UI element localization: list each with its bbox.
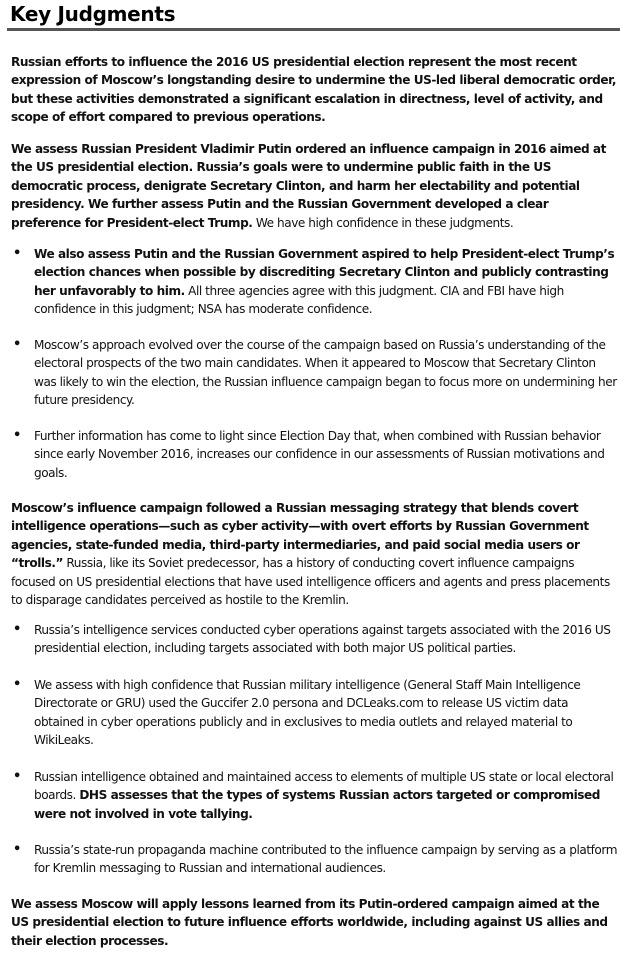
title-rule-divider	[7, 28, 620, 31]
bullet-normal-text: We assess with high confidence that Russian military intelligence (General Staff Main Intelligence Directorate or GRU) used the Guccifer 2.0 persona and DCLeaks.com to release US victim data obtained in cyber operations publicly and in exclusives to media outlets and relayed material to WikiLeaks.	[34, 678, 581, 748]
paragraph-normal-text: We have high confidence in these judgments.	[252, 215, 514, 230]
bullet-icon: •	[13, 246, 21, 261]
paragraph-bold-text: Moscow’s influence campaign followed a Russian messaging strategy that blends covert intelligence operations—such as cyber activity—with overt efforts by Russian Government agencies, state-funded media, third-party intermediaries, and paid social media users or “trolls.”	[11, 501, 589, 571]
paragraph-bold-text: Russian efforts to influence the 2016 US presidential election represent the most recent expression of Moscow’s longstanding desire to undermine the US-led liberal democratic order, but these activities demonstrated a significant escalation in directness, level of activity, and scope of effort compared to previous operations.	[11, 55, 616, 125]
bullet-bold-text: DHS assesses that the types of systems Russian actors targeted or compromised were not involved in vote tallying.	[34, 788, 600, 821]
paragraph-bold-text: We assess Moscow will apply lessons learned from its Putin-ordered campaign aimed at the US presidential election to future influence efforts worldwide, including against US allies and their election processes.	[11, 897, 608, 948]
bullet-normal-text: All three agencies agree with this judgment. CIA and FBI have high confidence in this judgment; NSA has moderate confidence.	[34, 283, 564, 317]
page-title: Key Judgments	[10, 2, 176, 26]
bullet-normal-text: Russia’s intelligence services conducted cyber operations against targets associated with the 2016 US presidential election, including targets associated with both major US political parties.	[34, 623, 611, 656]
bullet-bold-text: We also assess Putin and the Russian Government aspired to help President-elect Trump’s election chances when possible by discrediting Secretary Clinton and publicly contrasting her unfavorably to him.	[34, 247, 615, 298]
paragraph-bold-text: We assess Russian President Vladimir Putin ordered an influence campaign in 2016 aimed at the US presidential election. Russia’s goals were to undermine public faith in the US democratic process, denigrate Secretary Clinton, and harm her electability and potential presidency. We further assess Putin and the Russian Government developed a clear preference for President-elect Trump.	[11, 142, 606, 230]
bullet-icon: •	[13, 428, 21, 443]
judgment-paragraph-3	[11, 499, 618, 609]
bullet-normal-text: Moscow’s approach evolved over the course of the campaign based on Russia’s understanding of the electoral prospects of the two main candidates. When it appeared to Moscow that Secretary Clinton was likely to win the election, the Russian influence campaign began to focus more on undermining her future presidency.	[34, 338, 617, 408]
bullet-icon: •	[13, 677, 21, 692]
bullet-icon: •	[13, 337, 21, 352]
paragraph-normal-text: Russia, like its Soviet predecessor, has a history of conducting covert influence campaigns focused on US presidential elections that have used intelligence officers and agents and press placements to disparage candidates perceived as hostile to the Kremlin.	[11, 556, 610, 608]
bullet-icon: •	[13, 842, 21, 857]
bullet-normal-text: Further information has come to light since Election Day that, when combined with Russian behavior since early November 2016, increases our confidence in our assessments of Russian motivations and goals.	[34, 429, 605, 480]
bullet-icon: •	[13, 622, 21, 637]
judgment-paragraph-4	[11, 895, 618, 950]
judgment-paragraph-2	[11, 140, 618, 232]
bullet-normal-text: Russia’s state-run propaganda machine contributed to the influence campaign by serving as a platform for Kremlin messaging to Russian and international audiences.	[34, 843, 618, 876]
bullet-normal-text: Russian intelligence obtained and maintained access to elements of multiple US state or local electoral boards.	[34, 770, 614, 803]
bullet-icon: •	[13, 769, 21, 784]
judgment-paragraph-1	[11, 53, 618, 127]
